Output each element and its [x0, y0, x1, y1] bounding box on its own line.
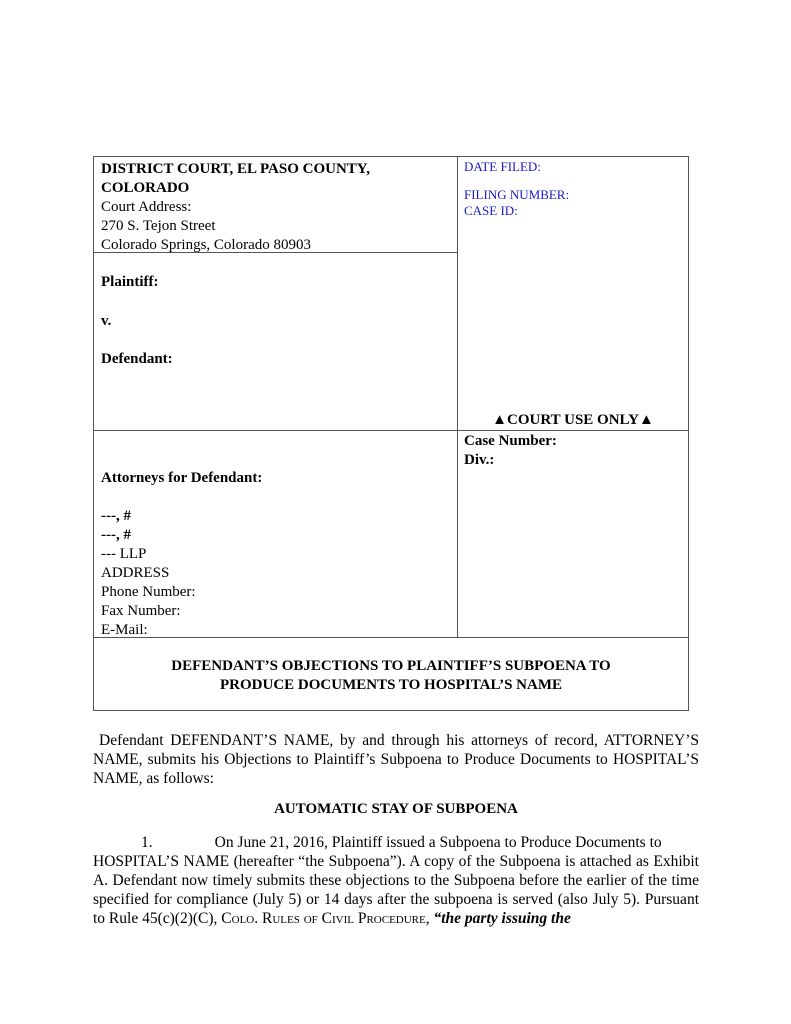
firm-address: ADDRESS [101, 565, 170, 581]
defendant-label: Defendant: [101, 351, 173, 367]
phone-label: Phone Number: [101, 584, 196, 600]
caption-divider-vertical [457, 157, 458, 638]
fax-label: Fax Number: [101, 603, 181, 619]
document-title-line2: PRODUCE DOCUMENTS TO HOSPITAL’S NAME [220, 677, 562, 693]
document-title-line1: DEFENDANT’S OBJECTIONS TO PLAINTIFF’S SUBPOENA TO [171, 658, 611, 674]
filing-number-label: FILING NUMBER: [464, 187, 570, 202]
rule-citation: Colo. Rules of Civil Procedure, [221, 910, 430, 927]
plaintiff-label: Plaintiff: [101, 274, 159, 290]
paragraph-1 [93, 833, 699, 928]
court-name-line1: DISTRICT COURT, EL PASO COUNTY, [101, 161, 370, 177]
paragraph-1-first-line: On June 21, 2016, Plaintiff issued a Subpoena to Produce Documents to [214, 834, 662, 851]
versus-label: v. [101, 313, 112, 329]
caption-divider-parties [94, 430, 688, 431]
division-label: Div.: [464, 452, 495, 468]
case-caption-box [93, 156, 689, 711]
court-block [101, 160, 370, 255]
paragraph-1-number: 1. [141, 834, 153, 851]
intro-paragraph: Defendant DEFENDANT’S NAME, by and through his attorneys of record, ATTORNEY’S NAME, submits his Objections to Plaintiff’s Subpoena to Produce Documents to HOSPITAL’S NAME, as follows: [93, 732, 699, 787]
law-firm: --- LLP [101, 546, 147, 562]
court-use-only-label: ▲COURT USE ONLY▲ [492, 412, 654, 428]
attorney-1: ---, # [101, 508, 131, 524]
court-address-street: 270 S. Tejon Street [101, 218, 216, 234]
attorneys-label: Attorneys for Defendant: [101, 470, 263, 486]
case-number-label: Case Number: [464, 433, 557, 449]
court-name-line2: COLORADO [101, 180, 190, 196]
paragraph-1-text: HOSPITAL’S NAME (hereafter “the Subpoena”). A copy of the Subpoena is attached as Exhibit A. Defendant now timely submits these objections to the Subpoena before the earlier of the time specified for compliance (July 5) or 14 days after the subpoena is served (also July 5). Pursuant to Rule 45(c)(2)(C), [93, 853, 699, 927]
quoted-text: “the party issuing the [433, 910, 571, 927]
section-heading: AUTOMATIC STAY OF SUBPOENA [274, 801, 518, 817]
court-address-city: Colorado Springs, Colorado 80903 [101, 237, 311, 253]
date-filed-label: DATE FILED: [464, 159, 541, 174]
email-label: E-Mail: [101, 622, 148, 638]
case-id-label: CASE ID: [464, 203, 518, 218]
document-title [94, 657, 688, 695]
attorney-block [101, 469, 262, 640]
attorney-2: ---, # [101, 527, 131, 543]
court-address-label: Court Address: [101, 199, 192, 215]
